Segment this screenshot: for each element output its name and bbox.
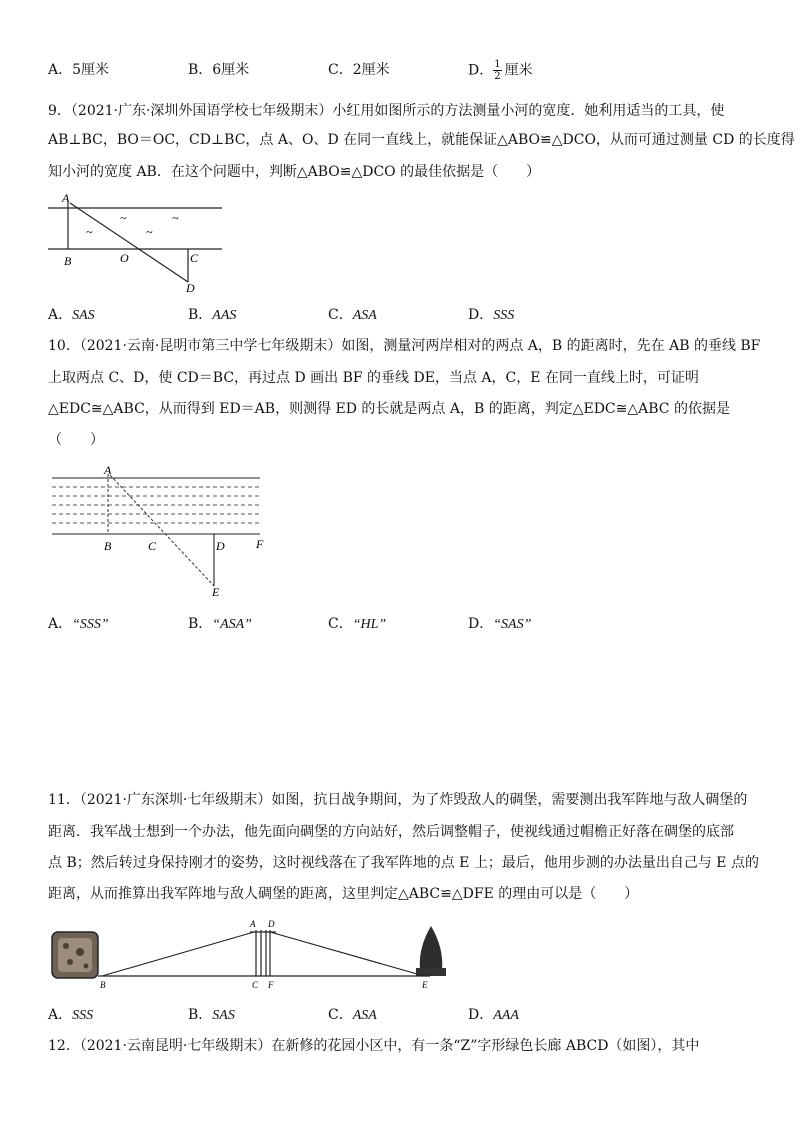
- q11-label-b: B: [100, 980, 106, 990]
- q10-option-b[interactable]: B．“ASA”: [188, 616, 252, 632]
- q10-option-d[interactable]: D．“SAS”: [468, 616, 532, 632]
- q11-sight-line-ab: [102, 932, 254, 976]
- fraction: $\frac{1}{2}$: [494, 59, 501, 82]
- q9-wave-mark: ~: [172, 211, 179, 225]
- q10-figure: [48, 462, 278, 600]
- q12-line-1: 12．（2021·云南昆明·七年级期末）在新修的花园小区中，有一条“Z”字形绿色长廊 ABCD（如图），其中: [48, 1038, 700, 1054]
- q11-option-d[interactable]: D．AAA: [468, 1007, 519, 1023]
- q9-option-c[interactable]: C．ASA: [328, 307, 377, 323]
- q9-label-a: A: [62, 191, 70, 205]
- q11-label-a: A: [250, 919, 256, 929]
- q10-label-e: E: [212, 585, 220, 599]
- q11-line-1: 11．（2021·广东深圳·七年级期末）如图，抗日战争期间，为了炸毁敌人的碉堡，需要测出我军阵地与敌人碉堡的: [48, 792, 748, 808]
- q10-options: [48, 613, 768, 635]
- q9-label-o: O: [120, 251, 129, 265]
- q9-line-2: AB⊥BC，BO＝OC，CD⊥BC，点 A、O、D 在同一直线上，就能保证△ABO≌△DCO，从而可通过测量 CD 的长度得: [48, 132, 795, 148]
- q8-option-a[interactable]: A．5厘米: [48, 62, 110, 78]
- q9-label-b: B: [64, 254, 72, 268]
- q11-label-d: D: [268, 919, 275, 929]
- q9-line-3: 知小河的宽度 AB．在这个问题中，判断△ABO≌△DCO 的最佳依据是（ ）: [48, 164, 541, 180]
- q11-sight-line-de: [270, 932, 424, 976]
- q11-line-4: 距离，从而推算出我军阵地与敌人碉堡的距离，这里判定△ABC≌△DFE 的理由可以是（ ）: [48, 886, 639, 902]
- q9-option-a[interactable]: A．SAS: [48, 307, 95, 323]
- q10-option-c[interactable]: C．“HL”: [328, 616, 387, 632]
- q9-option-b[interactable]: B．AAS: [188, 307, 237, 323]
- q9-wave-mark: ~: [86, 225, 93, 239]
- q8-option-c[interactable]: C．2厘米: [328, 62, 390, 78]
- q10-label-b: B: [104, 539, 112, 553]
- q11-line-2: 距离．我军战士想到一个办法，他先面向碉堡的方向站好，然后调整帽子，使视线通过帽檐正好落在碉堡的底部: [48, 824, 734, 840]
- q11-label-e: E: [422, 980, 428, 990]
- q10-segment-ae: [110, 475, 214, 586]
- bunker-illustration: [52, 932, 98, 978]
- q11-option-b[interactable]: B．SAS: [188, 1007, 235, 1023]
- q9-options: [48, 304, 768, 326]
- q9-option-d[interactable]: D．SSS: [468, 307, 515, 323]
- q11-option-c[interactable]: C．ASA: [328, 1007, 377, 1023]
- q10-label-f: F: [256, 537, 264, 551]
- q9-label-c: C: [190, 251, 199, 265]
- q10-option-a[interactable]: A．“SSS”: [48, 616, 109, 632]
- q10-line-4: （ ）: [48, 432, 104, 448]
- q8-options: [48, 59, 768, 81]
- q11-line-3: 点 B；然后转过身保持刚才的姿势，这时视线落在了我军阵地的点 E 上；最后，他用步测的办法量出自己与 E 点的: [48, 855, 759, 871]
- q10-label-a: A: [104, 463, 112, 477]
- q10-label-c: C: [148, 539, 157, 553]
- q9-segment-ad: [70, 203, 188, 282]
- q8-option-d[interactable]: D． $\frac{1}{2}$ 厘米: [468, 59, 533, 82]
- q9-label-d: D: [186, 281, 195, 295]
- tree-illustration: [416, 926, 446, 976]
- soldier-figure: [250, 930, 276, 976]
- q10-line-3: △EDC≅△ABC，从而得到 ED＝AB，则测得 ED 的长就是两点 A，B 的距离，判定△EDC≅△ABC 的依据是: [48, 401, 730, 417]
- q11-option-a[interactable]: A．SSS: [48, 1007, 94, 1023]
- q9-wave-mark: ~: [146, 225, 153, 239]
- q11-label-f: F: [268, 980, 274, 990]
- q11-figure: [46, 918, 466, 992]
- q10-line-1: 10．（2021·云南·昆明市第三中学七年级期末）如图，测量河两岸相对的两点 A，B 的距离时，先在 AB 的垂线 BF: [48, 338, 761, 354]
- q11-label-c: C: [252, 980, 259, 990]
- q9-wave-mark: ~: [120, 211, 127, 225]
- q8-option-b[interactable]: B．6厘米: [188, 62, 250, 78]
- q11-options: [48, 1004, 768, 1026]
- q9-line-1: 9．（2021·广东·深圳外国语学校七年级期末）小红用如图所示的方法测量小河的宽度．她利用适当的工具，使: [48, 103, 725, 119]
- q9-figure: [40, 190, 240, 296]
- q10-label-d: D: [216, 539, 225, 553]
- q10-line-2: 上取两点 C、D，使 CD＝BC，再过点 D 画出 BF 的垂线 DE，当点 A，C，E 在同一直线上时，可证明: [48, 370, 699, 386]
